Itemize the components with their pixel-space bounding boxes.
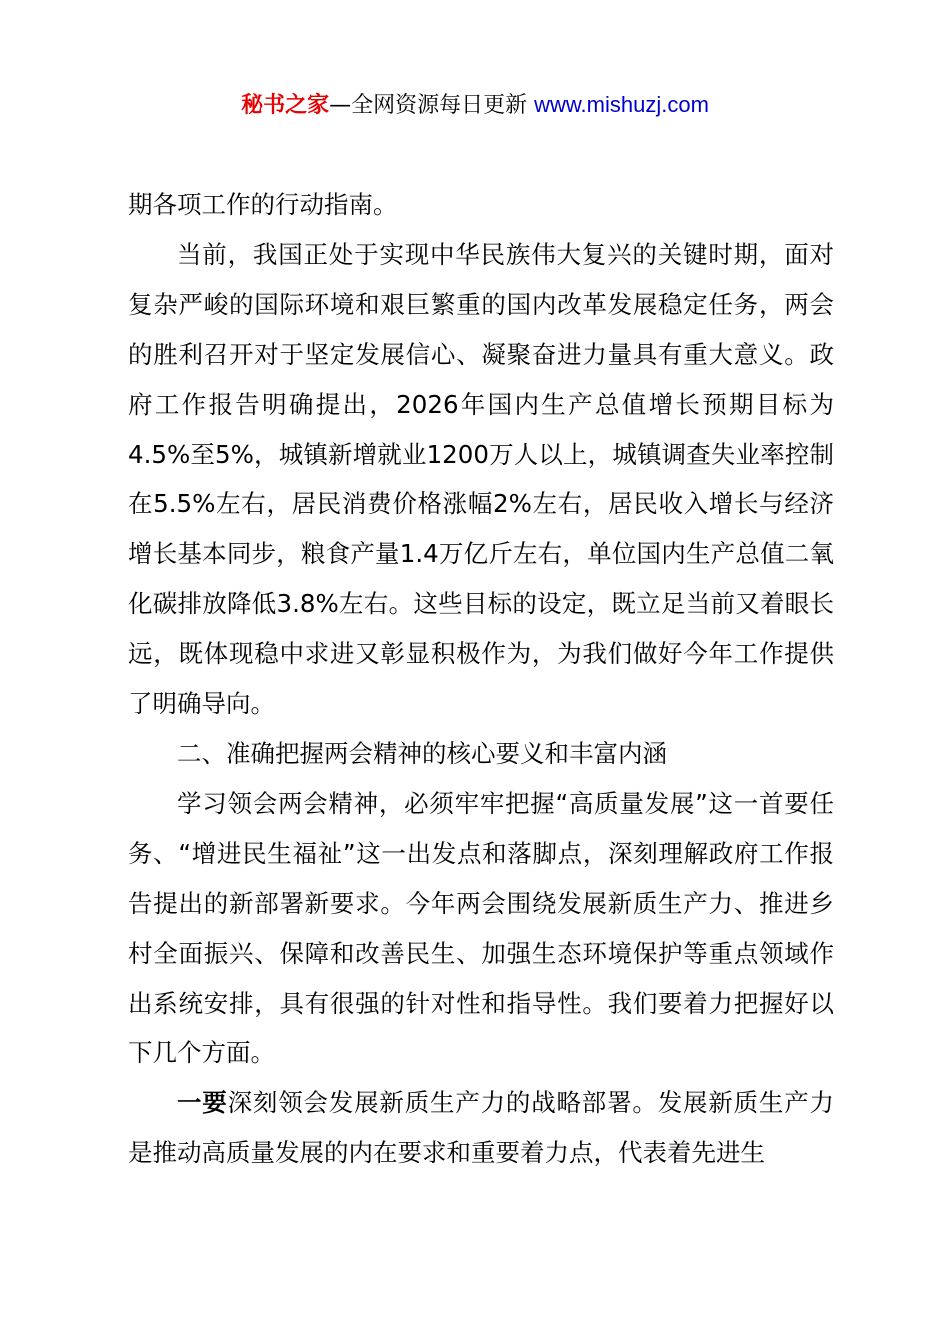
site-brand: 秘书之家 bbox=[241, 93, 330, 118]
page-header bbox=[0, 88, 950, 123]
section-heading-2: 二、准确把握两会精神的核心要义和丰富内涵 bbox=[177, 738, 667, 768]
site-tagline: —全网资源每日更新 bbox=[329, 93, 535, 118]
paragraph-current-situation: 当前，我国正处于实现中华民族伟大复兴的关键时期，面对复杂严峻的国际环境和艰巨繁重的国内改革发展稳定任务，两会的胜利召开对于坚定发展信心、凝聚奋进力量具有重大意义。政府工作报告明确提出，2026年国内生产总值增长预期目标为4.5%至5%，城镇新增就业1200万人以上，城镇调查失业率控制在5.5%左右，居民消费价格涨幅2%左右，居民收入增长与经济增长基本同步，粮食产量1.4万亿斤左右，单位国内生产总值二氧化碳排放降低3.8%左右。这些目标的设定，既立足当前又着眼长远，既体现稳中求进又彰显积极作为，为我们做好今年工作提供了明确导向。 bbox=[128, 239, 834, 719]
point-one-text: 深刻领会发展新质生产力的战略部署。发展新质生产力是推动高质量发展的内在要求和重要着力点，代表着先进生 bbox=[128, 1088, 835, 1168]
site-url-link[interactable]: www.mishuzj.com bbox=[534, 92, 709, 117]
paragraph-study-spirit: 学习领会两会精神，必须牢牢把握“高质量发展”这一首要任务、“增进民生福祉”这一出发点和落脚点，深刻理解政府工作报告提出的新部署新要求。今年两会围绕发展新质生产力、推进乡村全面振兴、保障和改善民生、加强生态环境保护等重点领域作出系统安排，具有很强的针对性和指导性。我们要着力把握好以下几个方面。 bbox=[128, 788, 834, 1068]
point-one-lead: 一要 bbox=[177, 1088, 228, 1118]
document-body bbox=[128, 180, 834, 1178]
paragraph-point-one bbox=[128, 1078, 834, 1178]
paragraph-continuation: 期各项工作的行动指南。 bbox=[128, 190, 398, 219]
